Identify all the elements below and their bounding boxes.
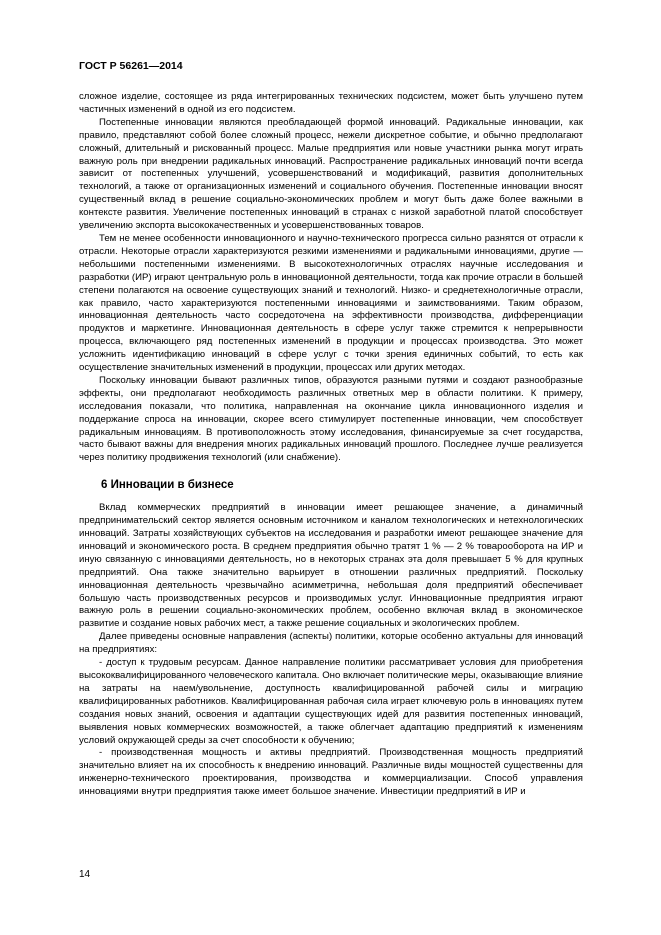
section-title: 6 Инновации в бизнесе [101, 479, 234, 492]
list-item-production-capacity: - производственная мощность и активы предприятий. Производственная мощность предприятий значительно влияет на их способность к внедрению инноваций. Различные виды мощностей существенны для инженерно-технического проектирования, производства и коммерциализации. Способ управления инновациями внутри предприятия также имеет большое значение. Инвестиции предприятий в ИР и [79, 747, 583, 798]
paragraph-policy-responses: Поскольку инновации бывают различных типов, образуются разными путями и создают разнообразные эффекты, они предполагают необходимость различных ответных мер в области политики. К примеру, исследования показали, что политика, направленная на окончание цикла инновационного изделия и поддержание спроса на инновации, скорее всего стимулирует постепенные инновации, чем способствует радикальным инновациям. В противоположность этому исследования, финансируемые за счет государства, часто бывают важны для внедрения многих радикальных инноваций прошлого. Последнее лучше реализуется через политику продвижения технологий (или снабжение). [79, 374, 583, 464]
paragraph-incremental-innovations: Постепенные инновации являются преобладающей формой инноваций. Радикальные инновации, как правило, представляют собой более сложный процесс, нежели дискретное событие, и обычно предполагают сложный, длительный и рискованный процесс. Малые предприятия или новые участники рынка могут играть важную роль при внедрении радикальных инноваций. Распространение радикальных инноваций почти всегда зависит от постепенных улучшений, усовершенствований и модификаций, развития дополнительных технологий, а также от организационных изменений и социального обучения. Постепенные инновации вносят существенный вклад в решение социально-экономических проблем и могут быть даже более важными в контексте развития. Увеличение постепенных инноваций в странах с низкой заработной платой способствует увеличению экспорта высококачественных и усовершенствованных товаров. [79, 116, 583, 232]
paragraph-policy-directions-intro: Далее приведены основные направления (аспекты) политики, которые особенно актуальны для инноваций на предприятиях: [79, 631, 583, 656]
paragraph-business-contribution: Вклад коммерческих предприятий в инновации имеет решающее значение, а динамичный предпринимательский сектор является основным источником и каналом технологических и нетехнологических инноваций. Затраты хозяйствующих субъектов на исследования и разработки имеют решающее значение для инноваций и экономического роста. В среднем предприятия обычно тратят 1 % — 2 % товарооборота на ИР и иную связанную с инновациями деятельность, но в некоторых странах эта доля превышает 5 % для крупных предприятий. Она также значительно варьирует в отношении различных предприятий. Поскольку инновационная деятельность чрезвычайно асимметрична, небольшая доля предприятий обеспечивает большую часть производственных ресурсов и производимых услуг. Инновационные предприятия играют важную роль в решении социально-экономических проблем, особенно включая вклад в экономическое развитие и создание новых рабочих мест, а также решение социальных и экологических проблем. [79, 502, 583, 630]
standard-header: ГОСТ Р 56261—2014 [79, 60, 183, 72]
paragraph-continuation: сложное изделие, состоящее из ряда интегрированных технических подсистем, может быть улучшено путем частичных изменений в одной из его подсистем. [79, 91, 583, 115]
page-number: 14 [79, 869, 91, 880]
body-text [79, 91, 583, 799]
paragraph-sector-differences: Тем не менее особенности инновационного и научно-технического прогресса сильно разнятся от отрасли к отрасли. Некоторые отрасли характеризуются резкими изменениями и радикальными инновациями, другие — небольшими постепенными изменениями. В высокотехнологичных отраслях научные исследования и разработки (ИР) играют центральную роль в инновационной деятельности, тогда как прочие отрасли в большей степени полагаются на освоение существующих знаний и технологий. Низко- и среднетехнологичные отрасли, как правило, часто характеризуются постепенными инновациями и заимствованиями. Таким образом, инновационная деятельность часто сосредоточена на эффективности производства, дифференциации продуктов и маркетинге. Инновационная деятельность в сфере услуг также стремится к непрерывности процесса, включающего ряд постепенных изменений в продукции и процессах производства. Это может усложнить идентификацию инноваций в сфере услуг с точки зрения единичных событий, то есть как осуществление значительных изменений в продукции, процессах или других методах. [79, 232, 583, 374]
list-item-labor-access: - доступ к трудовым ресурсам. Данное направление политики рассматривает условия для приобретения высококвалифицированного человеческого капитала. Оно включает политические меры, оказывающие влияние на затраты на наем/увольнение, доступность квалифицированной рабочей силы и миграцию квалифицированных работников. Квалифицированная рабочая сила играет ключевую роль в инновациях путем создания новых знаний, освоения и адаптации существующих идей для развития постепенных инноваций, выявления новых коммерческих возможностей, а также облегчает адаптацию предприятий к изменениям условий окружающей среды за счет способности к обучению; [79, 657, 583, 746]
